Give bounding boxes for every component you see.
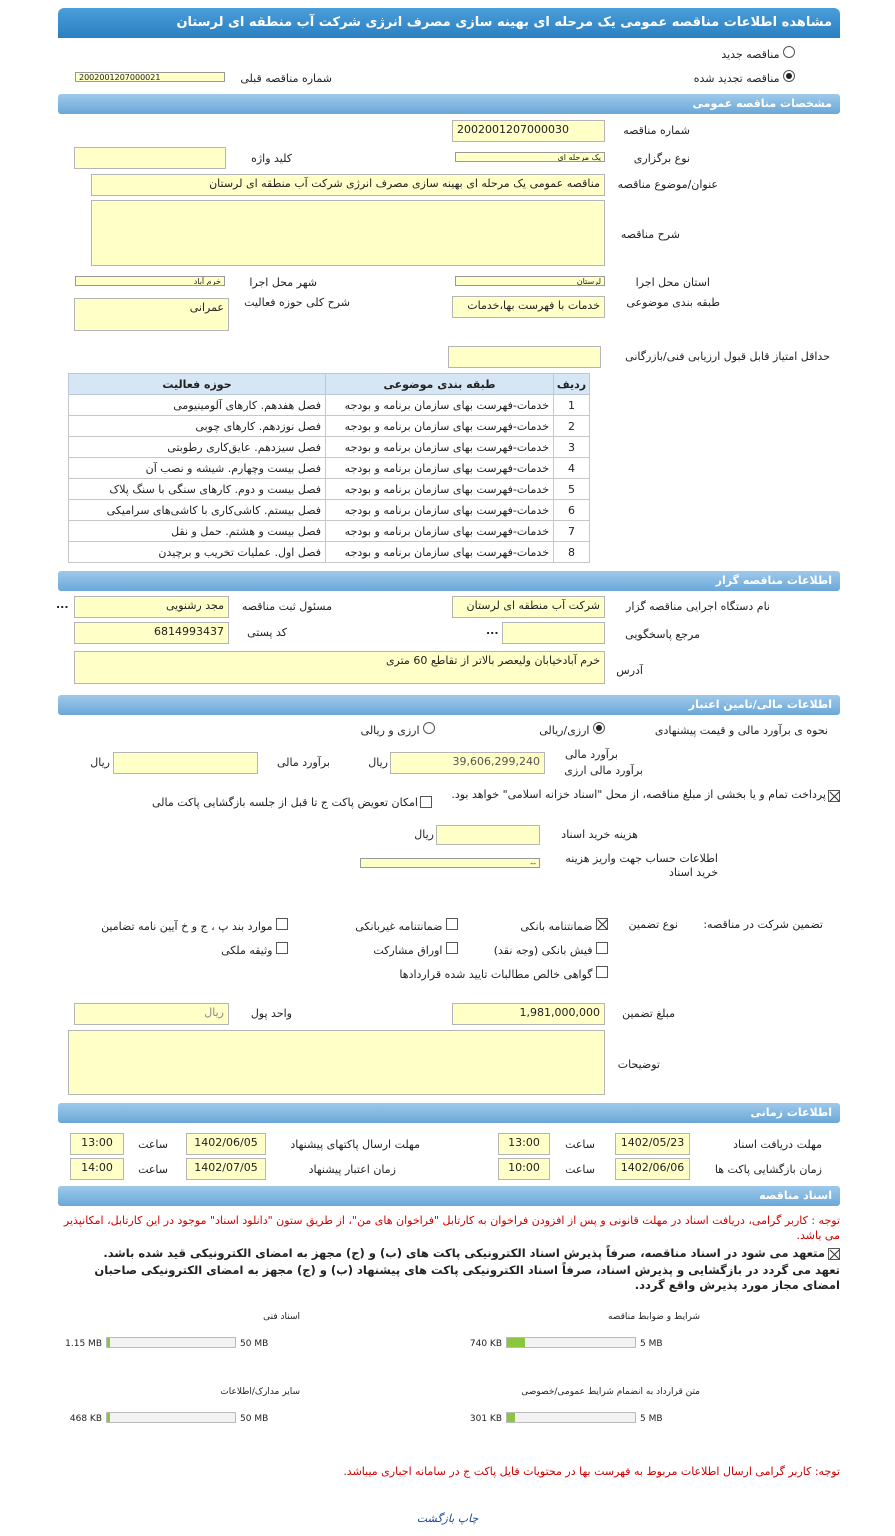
- guarantee-amount-label: مبلغ تضمین: [622, 1007, 675, 1020]
- activity-label: شرح کلی حوزه فعالیت: [244, 296, 350, 309]
- doc-file-size: 468 KB: [69, 1414, 102, 1424]
- tender-type-select[interactable]: یک مرحله ای: [455, 152, 605, 162]
- table-row: [69, 416, 590, 437]
- page-title: مشاهده اطلاعات مناقصه عمومی یک مرحله ای بهینه سازی مصرف انرژی شرکت آب منطقه ای لرستان: [58, 8, 840, 38]
- responsible-field[interactable]: مجد رشنویی: [74, 596, 229, 618]
- radio-rial-icon[interactable]: [593, 722, 605, 734]
- swap-checkbox[interactable]: [420, 796, 432, 811]
- doc-file-progress: [106, 1337, 236, 1348]
- items-label: موارد بند پ ، ج و خ آیین نامه تضامین: [101, 920, 273, 933]
- estimate-label: برآورد مالی: [565, 748, 618, 761]
- postal-code-label: کد پستی: [247, 626, 287, 639]
- row-category: خدمات-فهرست بهای سازمان برنامه و بودجه: [326, 395, 554, 416]
- send-time-field[interactable]: 13:00: [70, 1133, 124, 1155]
- row-category: خدمات-فهرست بهای سازمان برنامه و بودجه: [326, 500, 554, 521]
- account-select[interactable]: --: [360, 858, 540, 868]
- table-row: [69, 521, 590, 542]
- cash-check-icon[interactable]: [596, 942, 608, 954]
- responsible-label: مسئول ثبت مناقصه: [241, 600, 332, 613]
- estimate-fx-label: برآورد مالی ارزی: [564, 764, 643, 777]
- row-activity: فصل بیست و دوم. کارهای سنگی با سنگ پلاک: [69, 479, 326, 500]
- guarantee-notes-label: توضیحات: [617, 1058, 660, 1071]
- province-label: استان محل اجرا: [635, 276, 710, 289]
- cert-label: گواهی خالص مطالبات تایید شده قراردادها: [399, 968, 593, 981]
- radio-new-tender[interactable]: [690, 46, 795, 61]
- address-label: آدرس: [616, 664, 643, 677]
- table-row: [69, 542, 590, 563]
- estimate-field[interactable]: 39,606,299,240: [390, 752, 545, 774]
- bonds-label: اوراق مشارکت: [373, 944, 443, 957]
- activity-field[interactable]: عمرانی: [74, 298, 229, 331]
- print-back-link[interactable]: چاپ بازگشت: [416, 1512, 479, 1525]
- opt-bonds[interactable]: [300, 942, 458, 957]
- row-number: 6: [554, 500, 590, 521]
- doc-fee-unit: ریال: [414, 828, 434, 841]
- swap-label: امکان تعویض پاکت ج تا قبل از جلسه بازگشایی پاکت مالی: [152, 796, 418, 809]
- cert-check-icon[interactable]: [596, 966, 608, 978]
- doc-file-progress-fill: [107, 1338, 110, 1347]
- receive-time-label: ساعت: [565, 1138, 595, 1151]
- activity-table: [68, 373, 590, 563]
- opening-time-label: ساعت: [565, 1163, 595, 1176]
- doc-file-max: 5 MB: [640, 1339, 663, 1349]
- row-activity: فصل سیزدهم. عایق‌کاری رطوبتی: [69, 437, 326, 458]
- row-activity: فصل هفدهم. کارهای آلومینیومی: [69, 395, 326, 416]
- estimate-fx-label-2: برآورد مالی: [277, 756, 330, 769]
- receive-date-field[interactable]: 1402/05/23: [615, 1133, 690, 1155]
- doc-file-name: متن قرارداد به انضمام شرایط عمومی/خصوصی: [521, 1387, 700, 1397]
- general-section-header: مشخصات مناقصه عمومی: [58, 94, 840, 114]
- tender-number-field[interactable]: 2002001207000030: [452, 120, 605, 142]
- estimate-method-label: نحوه ی برآورد مالی و قیمت پیشنهادی: [654, 724, 828, 737]
- category-label: طبقه بندی موضوعی: [626, 296, 720, 309]
- row-activity: فصل اول. عملیات تخریب و برچیدن: [69, 542, 326, 563]
- opt-bank[interactable]: [450, 918, 608, 933]
- table-row: [69, 458, 590, 479]
- opening-time-field[interactable]: 10:00: [498, 1158, 550, 1180]
- col-row: ردیف: [554, 374, 590, 395]
- opt-items[interactable]: [85, 918, 288, 933]
- subject-field[interactable]: مناقصه عمومی یک مرحله ای بهینه سازی مصرف انرژی شرکت آب منطقه ای لرستان: [91, 174, 605, 196]
- row-category: خدمات-فهرست بهای سازمان برنامه و بودجه: [326, 479, 554, 500]
- opening-label: زمان بازگشایی پاکت ها: [714, 1163, 822, 1176]
- nonbank-label: ضمانتنامه غیربانکی: [355, 920, 443, 933]
- doc-file[interactable]: [40, 1312, 310, 1362]
- account-label: اطلاعات حساب جهت واریز هزینه خرید اسناد: [565, 852, 718, 879]
- doc-file[interactable]: [440, 1312, 710, 1362]
- commit-text-1: متعهد می شود در اسناد مناقصه، صرفاً پذیرش اسناد الکترونیکی پاکت های (ب) و (ج) مجهز به امضای الکترونیکی قید شده باشد.: [103, 1246, 825, 1260]
- row-number: 4: [554, 458, 590, 479]
- address-field[interactable]: خرم آبادخیابان ولیعصر بالاتر از تقاطع 60 متری: [74, 651, 605, 684]
- validity-time-field[interactable]: 14:00: [70, 1158, 124, 1180]
- receive-time-field[interactable]: 13:00: [498, 1133, 550, 1155]
- province-select[interactable]: لرستان: [455, 276, 605, 286]
- radio-rial-label: ارزی/ریالی: [539, 724, 590, 737]
- doc-file-max: 50 MB: [240, 1339, 269, 1349]
- prev-tender-label: شماره مناقصه قبلی: [240, 72, 332, 85]
- city-label: شهر محل اجرا: [249, 276, 317, 289]
- validity-label: زمان اعتبار پیشنهاد: [308, 1163, 396, 1176]
- table-row: [69, 479, 590, 500]
- opt-property[interactable]: [150, 942, 288, 957]
- doc-file-name: شرایط و ضوابط مناقصه: [607, 1312, 700, 1322]
- table-row: [69, 395, 590, 416]
- opt-nonbank[interactable]: [300, 918, 458, 933]
- doc-file-progress-fill: [107, 1413, 110, 1422]
- row-category: خدمات-فهرست بهای سازمان برنامه و بودجه: [326, 458, 554, 479]
- doc-file[interactable]: [40, 1387, 310, 1437]
- radio-new-label: مناقصه جدید: [721, 48, 780, 61]
- doc-file-size: 740 KB: [469, 1339, 502, 1349]
- tender-number-label: شماره مناقصه: [623, 124, 690, 137]
- doc-file-progress: [506, 1337, 636, 1348]
- nonbank-check-icon[interactable]: [446, 918, 458, 930]
- reference-more-button[interactable]: ...: [486, 624, 499, 637]
- description-field[interactable]: [91, 200, 605, 266]
- property-check-icon[interactable]: [276, 942, 288, 954]
- reference-label: مرجع پاسخگویی: [625, 628, 700, 641]
- row-activity: فصل بیست و هشتم. حمل و نقل: [69, 521, 326, 542]
- treasury-text: پرداخت تمام و یا بخشی از مبلغ مناقصه، از محل "اسناد خزانه اسلامی" خواهد بود.: [451, 788, 826, 801]
- min-score-label: حداقل امتیاز قابل قبول ارزیابی فنی/بازرگانی: [625, 350, 830, 363]
- postal-code-field[interactable]: 6814993437: [74, 622, 229, 644]
- bank-check-icon[interactable]: [596, 918, 608, 930]
- row-category: خدمات-فهرست بهای سازمان برنامه و بودجه: [326, 416, 554, 437]
- estimate-fx-field[interactable]: [113, 752, 258, 774]
- guarantee-notes-field[interactable]: [68, 1030, 605, 1095]
- radio-renewed-tender[interactable]: [660, 70, 795, 85]
- send-time-label: ساعت: [138, 1138, 168, 1151]
- cash-label: فیش بانکی (وجه نقد): [493, 944, 593, 957]
- organizer-label: نام دستگاه اجرایی مناقصه گزار: [626, 600, 770, 613]
- guarantee-type-label: نوع تضمین: [628, 918, 678, 931]
- swap-check-icon[interactable]: [420, 796, 432, 808]
- table-row: [69, 437, 590, 458]
- currency-label: واحد پول: [250, 1007, 292, 1020]
- docs-note: توجه : کاربر گرامی، دریافت اسناد در مهلت قانونی و پس از افزودن فراخوان به کارتابل "فراخوان های من"، از طریق ستون "دانلود اسناد" موجود در این کارتابل، امکانپذیر می باشد.: [63, 1214, 840, 1242]
- bank-label: ضمانتنامه بانکی: [520, 920, 593, 933]
- estimate-unit: ریال: [368, 756, 388, 769]
- finance-section-header: اطلاعات مالی/تامین اعتبار: [58, 695, 840, 715]
- guarantee-amount-field[interactable]: 1,981,000,000: [452, 1003, 605, 1025]
- doc-file-size: 301 KB: [469, 1414, 502, 1424]
- tender-type-label: نوع برگزاری: [633, 152, 690, 165]
- row-category: خدمات-فهرست بهای سازمان برنامه و بودجه: [326, 542, 554, 563]
- opening-date-field[interactable]: 1402/06/06: [615, 1158, 690, 1180]
- doc-fee-field[interactable]: [436, 825, 540, 845]
- send-date-field[interactable]: 1402/06/05: [186, 1133, 266, 1155]
- row-activity: فصل بیستم. کاشی‌کاری با کاشی‌های سرامیکی: [69, 500, 326, 521]
- doc-file-name: اسناد فنی: [263, 1312, 300, 1322]
- docs-section-header: اسناد مناقصه: [58, 1186, 840, 1206]
- doc-file-progress-fill: [507, 1338, 525, 1347]
- reference-field[interactable]: [502, 622, 605, 644]
- radio-renewed-label: مناقصه تجدید شده: [693, 72, 780, 85]
- doc-file-progress: [506, 1412, 636, 1423]
- treasury-check-icon[interactable]: [828, 790, 840, 802]
- radio-both-label: ارزی و ریالی: [360, 724, 420, 737]
- treasury-checkbox[interactable]: [828, 790, 840, 805]
- row-number: 8: [554, 542, 590, 563]
- prev-tender-field[interactable]: 2002001207000021: [75, 72, 225, 82]
- description-label: شرح مناقصه: [620, 228, 680, 241]
- row-activity: فصل نوزدهم. کارهای چوبی: [69, 416, 326, 437]
- responsible-more-button[interactable]: ...: [56, 598, 69, 611]
- row-number: 1: [554, 395, 590, 416]
- organizer-field[interactable]: شرکت آب منطقه ای لرستان: [452, 596, 605, 618]
- keyword-label: کلید واژه: [251, 152, 292, 165]
- row-category: خدمات-فهرست بهای سازمان برنامه و بودجه: [326, 437, 554, 458]
- subject-label: عنوان/موضوع مناقصه: [617, 178, 718, 191]
- bonds-check-icon[interactable]: [446, 942, 458, 954]
- commit-checkbox[interactable]: [828, 1248, 840, 1263]
- doc-file-max: 5 MB: [640, 1414, 663, 1424]
- send-offers-label: مهلت ارسال پاکتهای پیشنهاد: [290, 1138, 420, 1151]
- city-select[interactable]: خرم آباد: [75, 276, 225, 286]
- category-field[interactable]: خدمات با فهرست بها،خدمات: [452, 296, 605, 318]
- validity-date-field[interactable]: 1402/07/05: [186, 1158, 266, 1180]
- items-check-icon[interactable]: [276, 918, 288, 930]
- row-number: 5: [554, 479, 590, 500]
- receive-docs-label: مهلت دریافت اسناد: [733, 1138, 822, 1151]
- currency-field[interactable]: ریال: [74, 1003, 229, 1025]
- timing-section-header: اطلاعات زمانی: [58, 1103, 840, 1123]
- commit-text-2: تعهد می گردد در بازگشایی و پذیرش اسناد، صرفاً اسناد الکترونیکی پاکت های پیشنهاد (ب) و (ج) مجهز به امضای الکترونیکی صاحبان امضای مجاز مورد پذیرش واقع گردد.: [94, 1263, 840, 1292]
- doc-file-max: 50 MB: [240, 1414, 269, 1424]
- keyword-field[interactable]: [74, 147, 226, 169]
- doc-file-name: سایر مدارک/اطلاعات: [220, 1387, 300, 1397]
- guarantee-label: تضمین شرکت در مناقصه:: [703, 918, 823, 931]
- col-category: طبقه بندی موضوعی: [326, 374, 554, 395]
- doc-file-progress-fill: [507, 1413, 515, 1422]
- radio-both-icon[interactable]: [423, 722, 435, 734]
- radio-rial[interactable]: [515, 722, 605, 737]
- radio-new-icon[interactable]: [783, 46, 795, 58]
- row-activity: فصل بیست وچهارم. شیشه و نصب آن: [69, 458, 326, 479]
- radio-renewed-icon[interactable]: [783, 70, 795, 82]
- doc-file[interactable]: [440, 1387, 710, 1437]
- estimate-fx-unit: ریال: [90, 756, 110, 769]
- min-score-field[interactable]: [448, 346, 601, 368]
- doc-file-progress: [106, 1412, 236, 1423]
- property-label: وثیقه ملکی: [221, 944, 273, 957]
- row-category: خدمات-فهرست بهای سازمان برنامه و بودجه: [326, 521, 554, 542]
- row-number: 2: [554, 416, 590, 437]
- radio-both[interactable]: [345, 722, 435, 737]
- organizer-section-header: اطلاعات مناقصه گزار: [58, 571, 840, 591]
- row-number: 3: [554, 437, 590, 458]
- opt-cash[interactable]: [450, 942, 608, 957]
- doc-file-size: 1.15 MB: [65, 1339, 102, 1349]
- col-activity: حوزه فعالیت: [69, 374, 326, 395]
- table-row: [69, 500, 590, 521]
- validity-time-label: ساعت: [138, 1163, 168, 1176]
- docs-note-2: توجه: کاربر گرامی ارسال اطلاعات مربوط به فهرست بها در محتویات فایل پاکت ج در سامانه اجباری میباشد.: [343, 1465, 840, 1478]
- doc-fee-label: هزینه خرید اسناد: [561, 828, 638, 841]
- opt-cert[interactable]: [330, 966, 608, 981]
- row-number: 7: [554, 521, 590, 542]
- commit-check-icon[interactable]: [828, 1248, 840, 1260]
